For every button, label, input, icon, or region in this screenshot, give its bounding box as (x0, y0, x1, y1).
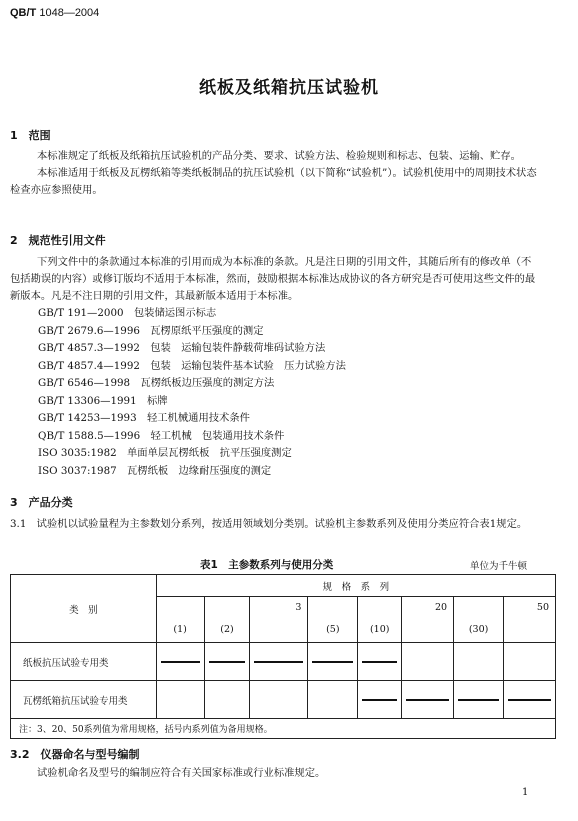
section-3-2-body (10, 765, 540, 782)
empty-cell (504, 643, 556, 681)
reference-item: ISO 3037:1987 瓦楞纸板 边缘耐压强度的测定 (38, 464, 272, 477)
applicable-dash (508, 699, 551, 701)
spec-value-main (358, 597, 401, 619)
section-3-heading: 3 产品分类 (10, 496, 73, 509)
spec-value-alt: (1) (173, 624, 187, 635)
spec-value-cell (204, 597, 250, 643)
spec-value-cell (504, 597, 556, 643)
applicable-dash (161, 661, 200, 663)
spec-value-cell (156, 597, 204, 643)
empty-cell (156, 681, 204, 719)
spec-value-alt (250, 619, 307, 641)
empty-cell (308, 681, 358, 719)
section-3-1-paragraph: 3.1 试验机以试验量程为主参数划分系列，按适用领域划分类别。试验机主参数系列及使用分类应符合表1规定。 (10, 518, 528, 530)
applicable-dash (458, 699, 499, 701)
empty-cell (250, 681, 308, 719)
reference-item: GB/T 13306—1991 标牌 (38, 394, 168, 407)
spec-value-cell (250, 597, 308, 643)
spec-value-alt: (10) (369, 624, 390, 635)
document-title: 纸板及纸箱抗压试验机 (199, 78, 379, 98)
page-number: 1 (522, 787, 529, 798)
table-note: 注：3、20、50系列值为常用规格，括号内系列值为备用规格。 (11, 719, 556, 739)
spec-value-cell (358, 597, 402, 643)
reference-list (38, 305, 346, 480)
spec-value-alt: (2) (220, 624, 234, 635)
empty-cell (454, 643, 504, 681)
reference-item: ISO 3035:1982 单面单层瓦楞纸板 抗平压强度测定 (38, 447, 292, 459)
category-header: 类 别 (11, 575, 157, 643)
empty-cell (402, 643, 454, 681)
applicable-mark-cell (156, 643, 204, 681)
table-unit: 单位为千牛顿 (470, 561, 528, 572)
standard-number: 1048—2004 (39, 7, 100, 19)
spec-value-main: 20 (435, 602, 448, 613)
spec-table (10, 574, 556, 739)
spec-value-alt: (30) (468, 624, 489, 635)
applicable-dash (362, 661, 397, 663)
standard-header (10, 7, 99, 19)
section-2-paragraph: 下列文件中的条款通过本标准的引用而成为本标准的条款。凡是注日期的引用文件，其随后所有的修改单（不包括勘误的内容）或修订版均不适用于本标准，然而，鼓励根据本标准达成协议的各方研究是否可使用这些文件的最新版本。凡是不注日期的引用文件，其最新版本适用于本标准。 (10, 256, 536, 302)
spec-series-header: 规 格 系 列 (156, 575, 555, 597)
applicable-mark-cell (358, 643, 402, 681)
spec-value-main (157, 597, 204, 619)
reference-item: GB/T 14253—1993 轻工机械通用技术条件 (38, 412, 250, 424)
reference-item: GB/T 4857.4—1992 包装 运输包装件基本试验 压力试验方法 (38, 359, 346, 372)
reference-item: GB/T 191—2000 包装储运图示标志 (38, 307, 217, 319)
spec-value-main (308, 597, 357, 619)
reference-item: GB/T 2679.6—1996 瓦楞原纸平压强度的测定 (38, 324, 264, 337)
reference-item: QB/T 1588.5—1996 轻工机械 包装通用技术条件 (38, 429, 285, 442)
section-2-heading: 2 规范性引用文件 (10, 234, 106, 247)
table-caption: 表1 主参数系列与使用分类 (200, 559, 334, 571)
section-2-body (10, 254, 540, 305)
spec-value-main (205, 597, 250, 619)
reference-item: GB/T 6546—1998 瓦楞纸板边压强度的测定方法 (38, 377, 275, 389)
spec-value-alt (402, 619, 453, 641)
applicable-dash (254, 661, 303, 663)
applicable-dash (362, 699, 397, 701)
reference-item: GB/T 4857.3—1992 包装 运输包装件静载荷堆码试验方法 (38, 342, 326, 354)
applicable-mark-cell (204, 643, 250, 681)
section-1-paragraph-2: 本标准适用于纸板及瓦楞纸箱等类纸板制品的抗压试验机（以下简称“试验机”）。试验机使用中的周期技术状态检查亦应参照使用。 (10, 167, 537, 196)
section-1-heading: 1 范围 (10, 129, 51, 142)
spec-value-cell (402, 597, 454, 643)
row-label: 瓦楞纸箱抗压试验专用类 (11, 681, 157, 719)
applicable-mark-cell (308, 643, 358, 681)
applicable-mark-cell (402, 681, 454, 719)
section-3-2-heading: 3.2 仪器命名与型号编制 (10, 748, 140, 761)
spec-value-main: 50 (536, 602, 549, 613)
section-1-body (10, 148, 540, 199)
applicable-mark-cell (358, 681, 402, 719)
table-row (11, 643, 556, 681)
section-3-2-paragraph: 试验机命名及型号的编制应符合有关国家标准或行业标准规定。 (37, 767, 326, 779)
applicable-mark-cell (454, 681, 504, 719)
spec-value-cell (454, 597, 504, 643)
section-1-paragraph-1: 本标准规定了纸板及纸箱抗压试验机的产品分类、要求、试验方法、检验规则和标志、包装、运输、贮存。 (37, 150, 521, 162)
row-label: 纸板抗压试验专用类 (11, 643, 157, 681)
spec-value-alt (504, 619, 555, 641)
spec-value-main (454, 597, 503, 619)
applicable-mark-cell (250, 643, 308, 681)
applicable-dash (406, 699, 449, 701)
spec-value-main: 3 (295, 602, 302, 613)
applicable-dash (312, 661, 353, 663)
section-3-1-body (10, 516, 540, 533)
spec-value-alt: (5) (326, 624, 340, 635)
standard-code: QB/T (10, 7, 37, 19)
spec-value-cell (308, 597, 358, 643)
applicable-dash (209, 661, 246, 663)
table-row (11, 681, 556, 719)
empty-cell (204, 681, 250, 719)
applicable-mark-cell (504, 681, 556, 719)
